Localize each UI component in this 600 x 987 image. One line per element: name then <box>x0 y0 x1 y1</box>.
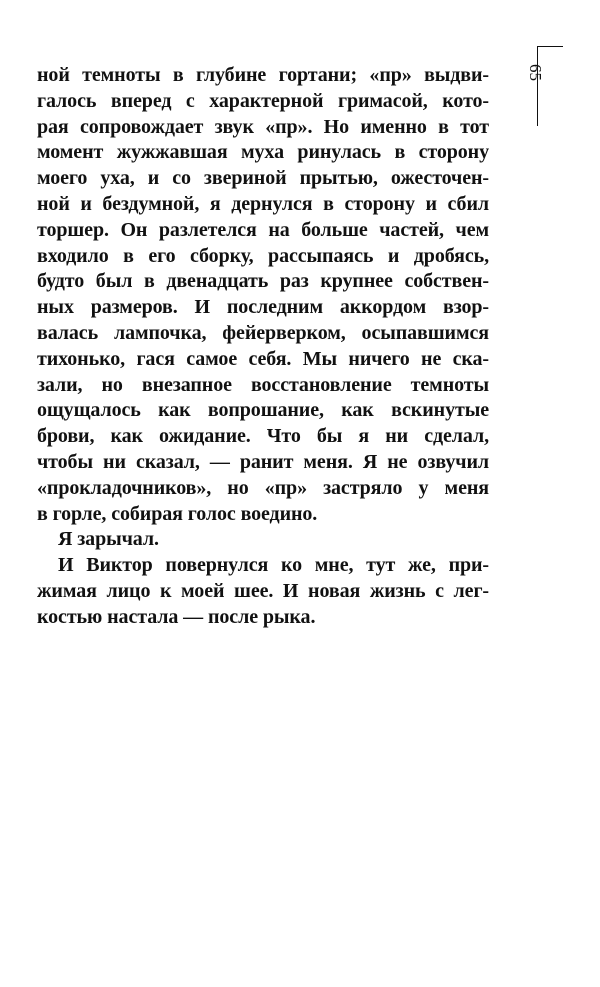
text-line: брови, как ожидание. Что бы я ни сделал, <box>37 425 489 448</box>
text-line: ной и бездумной, я дернулся в сторону и сбил <box>37 192 489 215</box>
text-line: костью настала — после рыка. <box>37 605 316 628</box>
text-line: ных размеров. И последним аккордом взор- <box>37 296 489 319</box>
text-line: ощущалось как вопрошание, как вскинутые <box>37 399 489 422</box>
body-text <box>37 63 489 631</box>
text-line: жимая лицо к моей шее. И новая жизнь с лег- <box>37 579 489 602</box>
text-line: чтобы ни сказал, — ранит меня. Я не озвучил <box>37 450 489 473</box>
page-number: 65 <box>526 64 545 81</box>
text-line: галось вперед с характерной гримасой, кото- <box>37 89 489 112</box>
page-number-rule-top <box>537 46 563 47</box>
text-line: валась лампочка, фейерверком, осыпавшимся <box>37 321 489 344</box>
text-line: входило в его сборку, рассыпаясь и дробясь, <box>37 244 489 267</box>
text-line: И Виктор повернулся ко мне, тут же, при- <box>58 554 489 577</box>
text-line: зали, но внезапное восстановление темноты <box>37 373 489 396</box>
text-line: тихонько, гася самое себя. Мы ничего не ска- <box>37 347 489 370</box>
text-line: момент жужжавшая муха ринулась в сторону <box>37 141 489 164</box>
text-line: ной темноты в глубине гортани; «пр» выдви- <box>37 64 489 86</box>
text-line: торшер. Он разлетелся на больше частей, чем <box>37 218 489 241</box>
text-line: будто был в двенадцать раз крупнее собствен- <box>37 270 489 293</box>
text-line: Я зарычал. <box>58 528 159 551</box>
text-line: в горле, собирая голос воедино. <box>37 502 318 525</box>
text-line: рая сопровождает звук «пр». Но именно в тот <box>37 115 489 138</box>
text-line: «прокладочников», но «пр» застряло у меня <box>37 476 489 499</box>
text-line: моего уха, и со звериной прытью, ожесточен- <box>37 167 489 190</box>
